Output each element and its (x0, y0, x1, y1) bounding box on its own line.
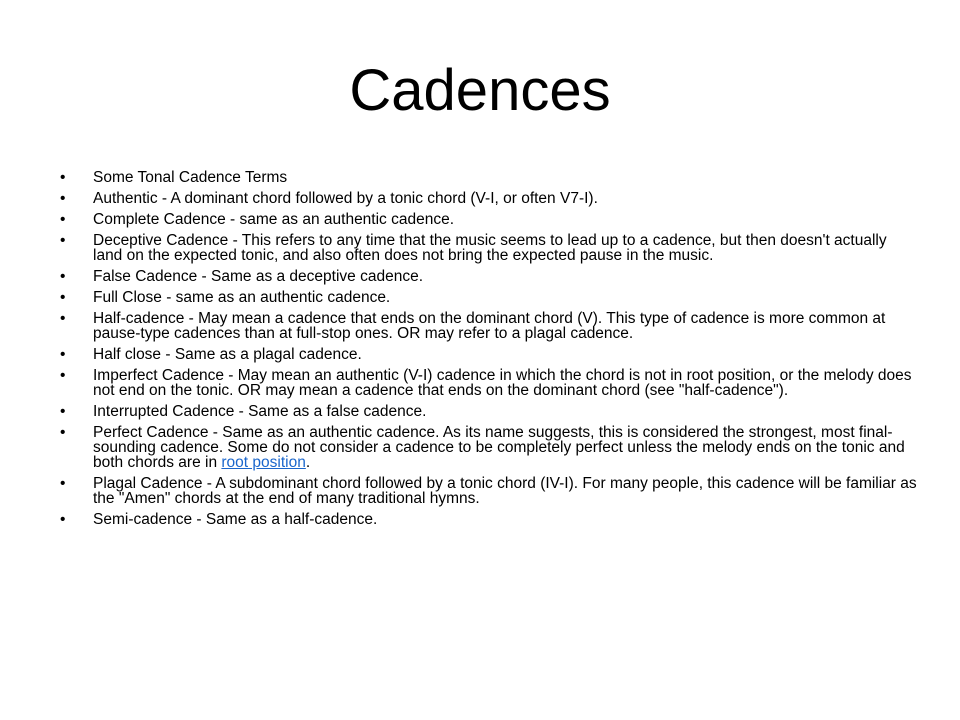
list-item (60, 425, 920, 470)
item-text: Interrupted Cadence - Same as a false cadence. (93, 403, 427, 420)
bullet-icon: • (60, 475, 66, 492)
bullet-icon: • (60, 190, 66, 207)
bullet-icon: • (60, 169, 66, 186)
list-item (60, 212, 920, 227)
bullet-icon: • (60, 232, 66, 249)
item-text: False Cadence - Same as a deceptive cadence. (93, 268, 423, 285)
bullet-icon: • (60, 403, 66, 420)
slide-title: Cadences (349, 58, 611, 123)
list-item (60, 368, 920, 398)
item-text: Half-cadence - May mean a cadence that ends on the dominant chord (V). This type of cadence is more common at pause-type cadences than at full-stop ones. OR may refer to a plagal cadence. (93, 310, 886, 342)
item-text: Imperfect Cadence - May mean an authentic (V-I) cadence in which the chord is not in root position, or the melody does not end on the tonic. OR may mean a cadence that ends on the dominant chord (see "half-cadence"). (93, 367, 912, 399)
item-text: Authentic - A dominant chord followed by a tonic chord (V-I, or often V7-I). (93, 190, 598, 207)
item-text: Complete Cadence - same as an authentic cadence. (93, 211, 455, 228)
item-text-end: . (305, 454, 311, 471)
bullet-icon: • (60, 346, 66, 363)
list-item (60, 170, 920, 185)
definition-list (60, 170, 920, 533)
item-text: Plagal Cadence - A subdominant chord followed by a tonic chord (IV-I). For many people, this cadence will be familiar as the "Amen" chords at the end of many traditional hymns. (93, 475, 917, 507)
list-item (60, 476, 920, 506)
list-item (60, 404, 920, 419)
bullet-icon: • (60, 310, 66, 327)
item-text: Semi-cadence - Same as a half-cadence. (93, 511, 378, 528)
bullet-icon: • (60, 289, 66, 306)
root-position-link[interactable]: root position (221, 454, 306, 471)
bullet-icon: • (60, 511, 66, 528)
item-text: Full Close - same as an authentic cadence. (93, 289, 391, 306)
list-item (60, 269, 920, 284)
bullet-icon: • (60, 367, 66, 384)
list-item (60, 191, 920, 206)
bullet-icon: • (60, 424, 66, 441)
list-item (60, 512, 920, 527)
bullet-icon: • (60, 268, 66, 285)
list-item (60, 347, 920, 362)
item-text: Some Tonal Cadence Terms (93, 169, 288, 186)
bullet-icon: • (60, 211, 66, 228)
item-text: Deceptive Cadence - This refers to any time that the music seems to lead up to a cadence, but then doesn't actually land on the expected tonic, and also often does not bring the expected pause in the music. (93, 232, 887, 264)
list-item (60, 233, 920, 263)
list-item (60, 290, 920, 305)
item-text: Perfect Cadence - Same as an authentic cadence. As its name suggests, this is considered the strongest, most final-sounding cadence. Some do not consider a cadence to be completely perfect unless the melody ends on the tonic and both chords are in (93, 424, 905, 471)
list-item (60, 311, 920, 341)
item-text: Half close - Same as a plagal cadence. (93, 346, 362, 363)
